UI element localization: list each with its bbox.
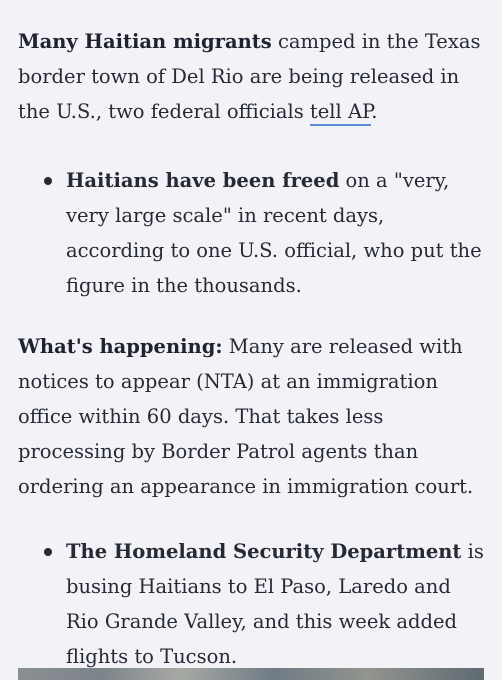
intro-paragraph <box>18 24 488 129</box>
bullet-list-1 <box>18 163 488 303</box>
bullet-icon <box>44 177 52 185</box>
bullet-icon <box>44 548 52 556</box>
list-item <box>18 534 488 674</box>
article-photo <box>18 668 484 680</box>
intro-end: . <box>371 100 378 123</box>
list-item <box>18 163 488 303</box>
bullet-list-2 <box>18 534 488 674</box>
bullet-lead: The Homeland Security Department <box>66 540 462 563</box>
bullet-lead: Haitians have been freed <box>66 169 340 192</box>
bullet-text: on a "very, very large scale" in recent days, according to one U.S. official, who put the figure in the thousands. <box>66 169 482 297</box>
article-body <box>18 24 488 674</box>
whats-happening-paragraph <box>18 329 488 504</box>
bullet-text: is busing Haitians to El Paso, Laredo and Rio Grande Valley, and this week added flights to Tucson. <box>66 540 484 668</box>
intro-text: camped in the Texas border town of Del Rio are being released in the U.S., two federal officials <box>18 30 481 123</box>
intro-lead: Many Haitian migrants <box>18 30 272 53</box>
whats-happening-label: What's happening: <box>18 335 223 358</box>
whats-happening-text: Many are released with notices to appear (NTA) at an immigration office within 60 days. That takes less processing by Border Patrol agents than ordering an appearance in immigration court. <box>18 335 474 498</box>
source-link-tell-ap[interactable]: tell AP <box>310 100 371 126</box>
